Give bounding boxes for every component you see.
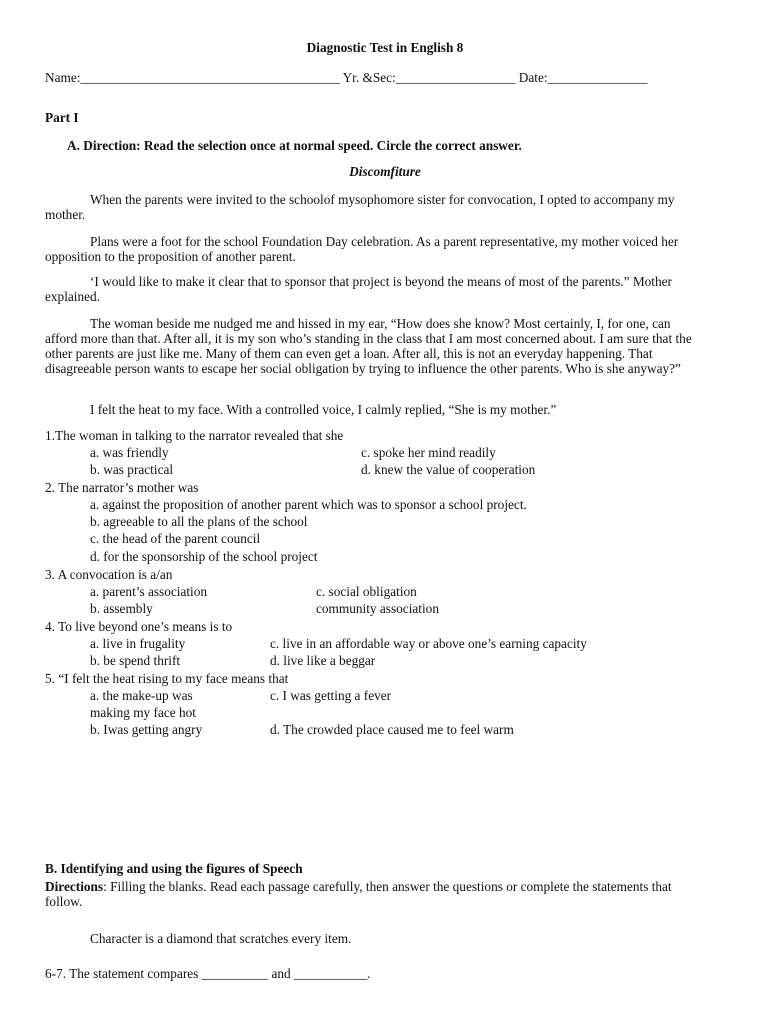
question-4-stem: 4. To live beyond one’s means is to [45, 619, 233, 634]
page-title: Diagnostic Test in English 8 [306, 40, 464, 55]
directions-label: Directions [45, 879, 104, 894]
q5-option-c: c. I was getting a fever [270, 688, 392, 703]
q2-option-b: b. agreeable to all the plans of the school [90, 514, 308, 529]
part-b-directions [45, 879, 705, 909]
paragraph-2: Plans were a foot for the school Foundation Day celebration. As a parent representative, my mother voiced her opposition to the proposition of another parent. [45, 234, 679, 264]
q1-option-a: a. was friendly [90, 445, 169, 460]
story-title: Discomfiture [349, 164, 421, 179]
part-label: Part I [45, 110, 79, 125]
q3-option-d: community association [316, 601, 439, 616]
question-6-7: 6-7. The statement compares __________ and ___________. [45, 966, 371, 981]
part-b-heading: B. Identifying and using the figures of Speech [45, 861, 303, 876]
name-line: Name:_______________________________________ Yr. &Sec:__________________ Date:_______________ [45, 70, 648, 85]
q5-option-a-cont: making my face hot [90, 705, 196, 720]
q3-option-c: c. social obligation [316, 584, 417, 599]
q4-option-d: d. live like a beggar [270, 653, 376, 668]
q5-option-b: b. Iwas getting angry [90, 722, 203, 737]
q2-option-c: c. the head of the parent council [90, 531, 261, 546]
q1-option-d: d. knew the value of cooperation [361, 462, 536, 477]
q2-option-a: a. against the proposition of another parent which was to sponsor a school project. [90, 497, 527, 512]
question-5-stem: 5. “I felt the heat rising to my face means that [45, 671, 289, 686]
q2-option-d: d. for the sponsorship of the school project [90, 549, 318, 564]
q4-option-a: a. live in frugality [90, 636, 186, 651]
q4-option-c: c. live in an affordable way or above one’s earning capacity [270, 636, 587, 651]
q5-option-a: a. the make-up was [90, 688, 193, 703]
q1-option-c: c. spoke her mind readily [361, 445, 496, 460]
directions-text: : Filling the blanks. Read each passage carefully, then answer the questions or complete the statements that follow. [45, 879, 672, 909]
q4-option-b: b. be spend thrift [90, 653, 181, 668]
paragraph-3: ‘I would like to make it clear that to sponsor that project is beyond the means of most of the parents.” Mother explained. [45, 274, 672, 304]
q1-option-b: b. was practical [90, 462, 174, 477]
q3-option-a: a. parent’s association [90, 584, 208, 599]
paragraph-4: The woman beside me nudged me and hissed in my ear, “How does she know? Most certainly, I, for one, can afford more than that. After all, it is my son who’s standing in the class that I am most concerned about. I am sure that the other parents are just like me. Many of them can even get a loan. After all, this is not an everyday happening. That disagreeable person wants to escape her social obligation by trying to influence the other parents. Who is she anyway?” [45, 316, 692, 376]
direction-a: A. Direction: Read the selection once at normal speed. Circle the correct answer. [67, 138, 522, 153]
q3-option-b: b. assembly [90, 601, 153, 616]
question-2-stem: 2. The narrator’s mother was [45, 480, 199, 495]
passage-text: Character is a diamond that scratches every item. [90, 931, 352, 946]
paragraph-5: I felt the heat to my face. With a controlled voice, I calmly replied, “She is my mother.” [90, 402, 557, 417]
q5-option-d: d. The crowded place caused me to feel warm [270, 722, 514, 737]
question-3-stem: 3. A convocation is a/an [45, 567, 173, 582]
paragraph-1: When the parents were invited to the schoolof mysophomore sister for convocation, I opted to accompany my mother. [45, 192, 675, 222]
question-1-stem: 1.The woman in talking to the narrator revealed that she [45, 428, 344, 443]
